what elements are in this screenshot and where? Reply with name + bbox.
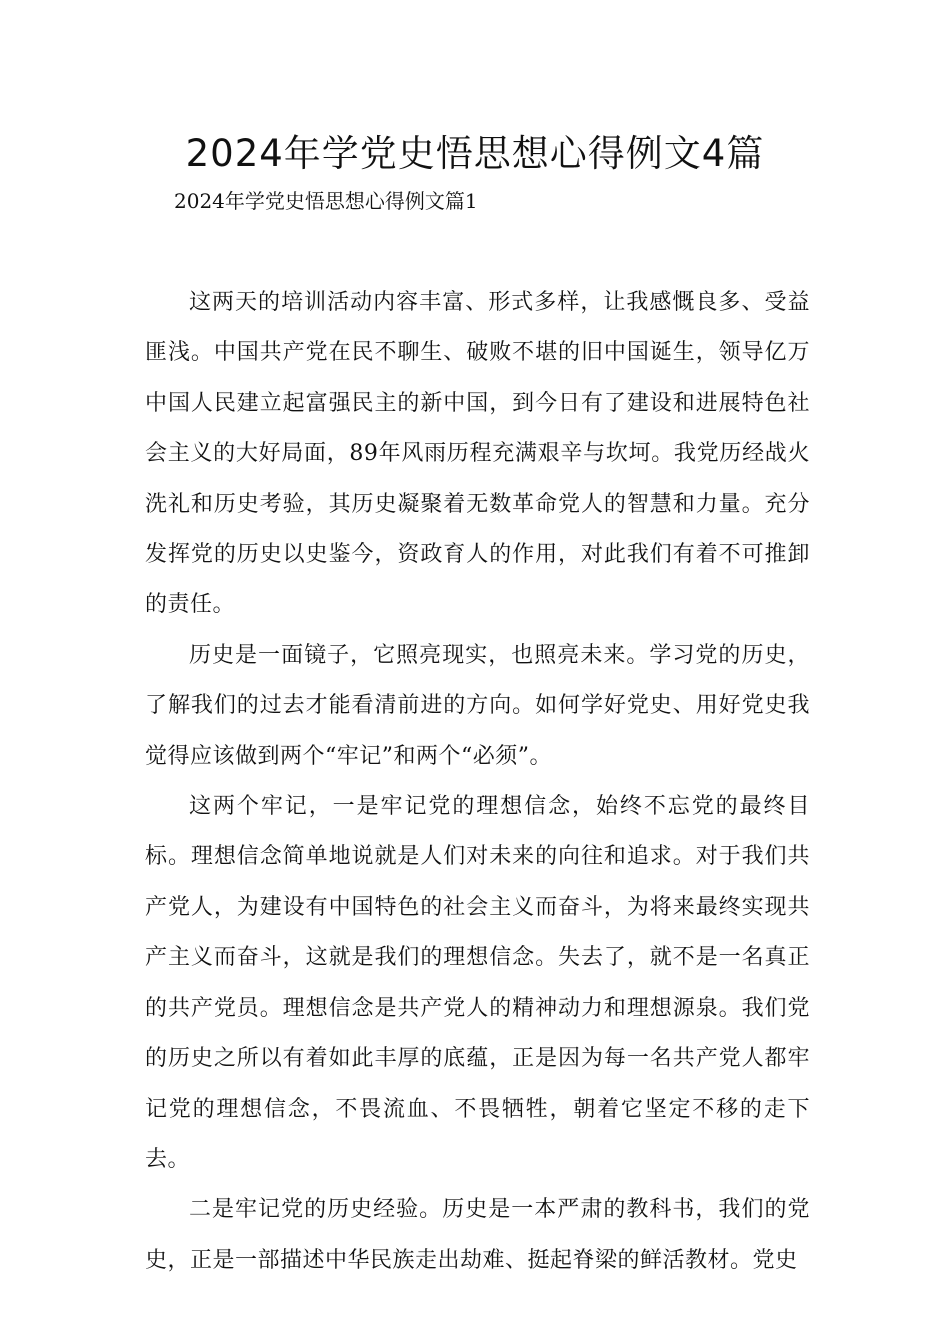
document-body: [145, 278, 810, 1286]
document-title: 2024年学党史悟思想心得例文4篇: [185, 132, 765, 175]
section-heading: 2024年学党史悟思想心得例文篇1: [174, 189, 478, 213]
body-paragraph: 二是牢记党的历史经验。历史是一本严肃的教科书，我们的党史，正是一部描述中华民族走出劫难、挺起脊梁的鲜活教材。党史: [145, 1197, 810, 1273]
body-paragraph: 这两个牢记，一是牢记党的理想信念，始终不忘党的最终目标。理想信念简单地说就是人们对未来的向往和追求。对于我们共产党人，为建设有中国特色的社会主义而奋斗，为将来最终实现共产主义而奋斗，这就是我们的理想信念。失去了，就不是一名真正的共产党员。理想信念是共产党人的精神动力和理想源泉。我们党的历史之所以有着如此丰厚的底蕴，正是因为每一名共产党人都牢记党的理想信念，不畏流血、不畏牺牲，朝着它坚定不移的走下去。: [145, 794, 810, 1172]
body-paragraph: 这两天的培训活动内容丰富、形式多样，让我感慨良多、受益匪浅。中国共产党在民不聊生、破败不堪的旧中国诞生，领导亿万中国人民建立起富强民主的新中国，到今日有了建设和进展特色社会主义的大好局面，89年风雨历程充满艰辛与坎坷。我党历经战火洗礼和历史考验，其历史凝聚着无数革命党人的智慧和力量。充分发挥党的历史以史鉴今，资政育人的作用，对此我们有着不可推卸的责任。: [145, 290, 810, 618]
body-paragraph: 历史是一面镜子，它照亮现实，也照亮未来。学习党的历史，了解我们的过去才能看清前进的方向。如何学好党史、用好党史我觉得应该做到两个“牢记”和两个“必须”。: [145, 642, 810, 769]
